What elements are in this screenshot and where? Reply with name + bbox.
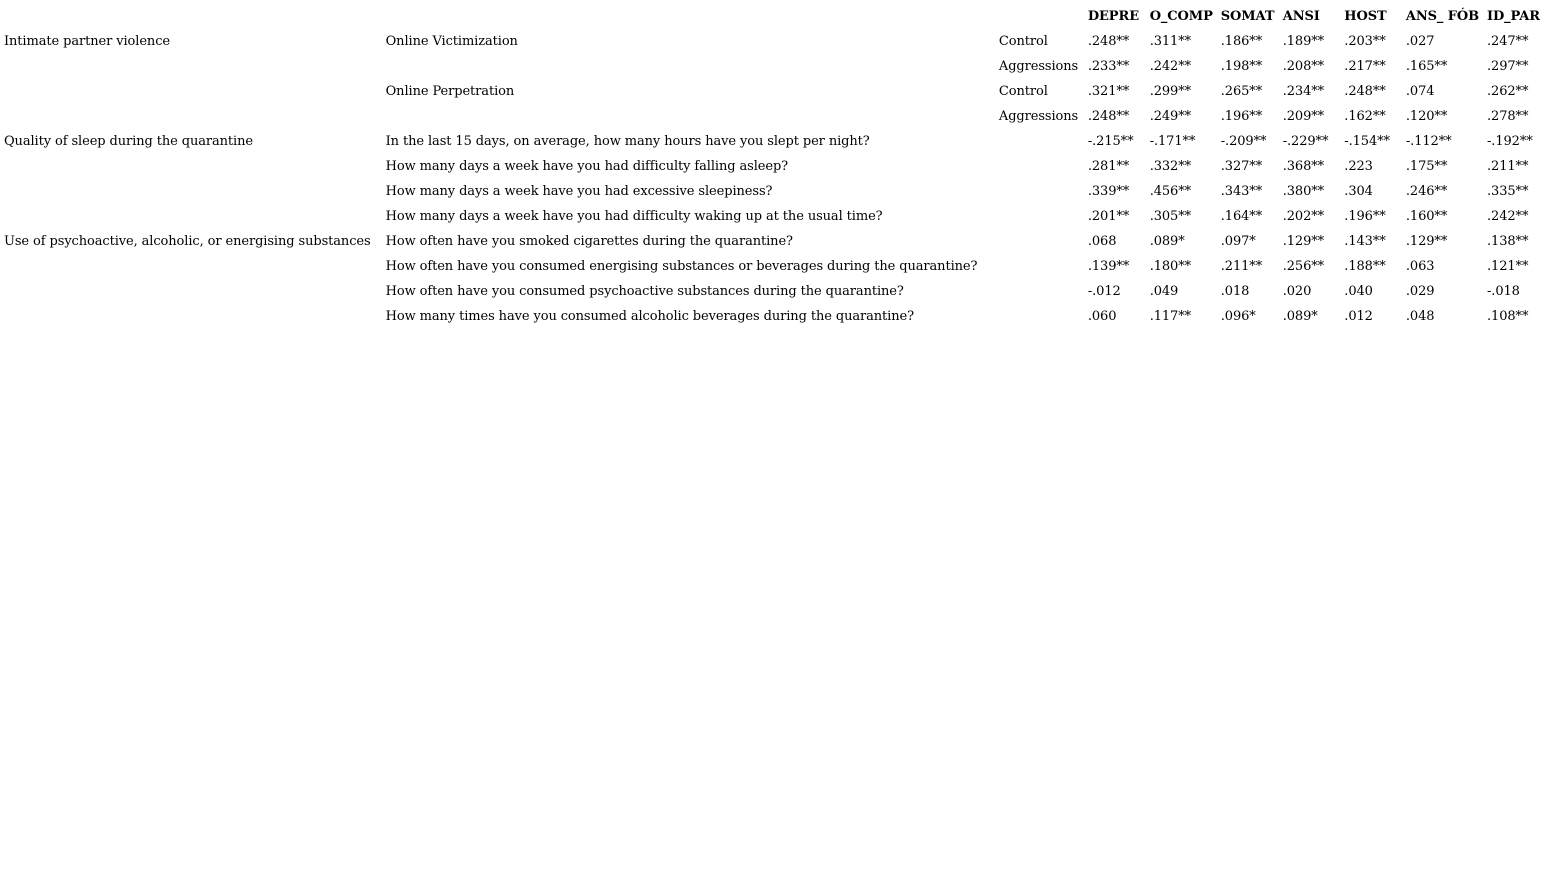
table-row bbox=[0, 279, 1545, 304]
row-item: In the last 15 days, on average, how many hours have you slept per night? bbox=[385, 134, 870, 149]
cell-id-par: .108** bbox=[1487, 309, 1529, 324]
row-item: How often have you smoked cigarettes during the quarantine? bbox=[385, 234, 793, 249]
cell-id-par: .242** bbox=[1487, 209, 1529, 224]
column-header-host: HOST bbox=[1344, 9, 1387, 24]
header-blank-item bbox=[382, 4, 995, 29]
table-row bbox=[0, 104, 1545, 129]
cell-ans-fob: .048 bbox=[1405, 309, 1435, 324]
header-blank-sub bbox=[995, 4, 1084, 29]
cell-o-comp: .456** bbox=[1149, 184, 1192, 199]
row-item bbox=[382, 54, 995, 79]
cell-somat: .164** bbox=[1220, 209, 1263, 224]
row-subtype bbox=[995, 229, 1084, 254]
cell-host: .143** bbox=[1344, 234, 1386, 249]
cell-somat: .265** bbox=[1220, 84, 1263, 99]
cell-ansi: .129** bbox=[1282, 234, 1325, 249]
cell-o-comp: .299** bbox=[1149, 84, 1192, 99]
cell-id-par: .335** bbox=[1487, 184, 1529, 199]
cell-ans-fob: .160** bbox=[1405, 209, 1448, 224]
table-body bbox=[0, 29, 1545, 329]
cell-ansi: .189** bbox=[1282, 34, 1325, 49]
cell-id-par: -.192** bbox=[1487, 134, 1533, 149]
cell-somat: .196** bbox=[1220, 109, 1263, 124]
cell-somat: .097* bbox=[1220, 234, 1256, 249]
cell-somat: .096* bbox=[1220, 309, 1256, 324]
column-header-id-par: ID_PAR bbox=[1487, 9, 1540, 24]
column-header-somat: SOMAT bbox=[1220, 9, 1275, 24]
row-category bbox=[0, 104, 382, 129]
cell-id-par: .138** bbox=[1487, 234, 1529, 249]
table-row bbox=[0, 179, 1545, 204]
cell-o-comp: .305** bbox=[1149, 209, 1192, 224]
cell-o-comp: .117** bbox=[1149, 309, 1192, 324]
cell-ans-fob: .175** bbox=[1405, 159, 1448, 174]
cell-depre: .339** bbox=[1087, 184, 1130, 199]
table-row bbox=[0, 254, 1545, 279]
cell-ansi: .234** bbox=[1282, 84, 1325, 99]
row-item: Online Perpetration bbox=[385, 84, 515, 99]
row-item: How many days a week have you had difficulty falling asleep? bbox=[385, 159, 789, 174]
row-subtype bbox=[995, 154, 1084, 179]
row-category: Intimate partner violence bbox=[4, 34, 170, 49]
cell-depre: .248** bbox=[1087, 109, 1130, 124]
cell-host: .012 bbox=[1344, 309, 1373, 324]
row-subtype: Control bbox=[998, 34, 1048, 49]
table-header bbox=[0, 4, 1545, 29]
cell-id-par: .262** bbox=[1487, 84, 1529, 99]
row-category: Quality of sleep during the quarantine bbox=[4, 134, 253, 149]
row-category bbox=[0, 154, 382, 179]
cell-ansi: .209** bbox=[1282, 109, 1325, 124]
column-header-ans-fob: ANS_ FÓB bbox=[1405, 9, 1479, 24]
row-category: Use of psychoactive, alcoholic, or energising substances bbox=[4, 234, 371, 249]
cell-ansi: .020 bbox=[1282, 284, 1312, 299]
row-subtype: Aggressions bbox=[998, 109, 1079, 124]
column-header-depre: DEPRE bbox=[1087, 9, 1139, 24]
cell-host: .248** bbox=[1344, 84, 1386, 99]
cell-depre: -.012 bbox=[1087, 284, 1121, 299]
cell-o-comp: .049 bbox=[1149, 284, 1179, 299]
column-header-o-comp: O_COMP bbox=[1149, 9, 1213, 24]
header-row bbox=[0, 4, 1545, 29]
row-category bbox=[0, 304, 382, 329]
row-item: How often have you consumed psychoactive substances during the quarantine? bbox=[385, 284, 904, 299]
cell-somat: .018 bbox=[1220, 284, 1250, 299]
row-item: How many times have you consumed alcoholic beverages during the quarantine? bbox=[385, 309, 914, 324]
cell-ansi: .368** bbox=[1282, 159, 1325, 174]
cell-host: .162** bbox=[1344, 109, 1386, 124]
cell-ansi: .089* bbox=[1282, 309, 1318, 324]
cell-o-comp: .311** bbox=[1149, 34, 1192, 49]
row-item: How many days a week have you had excessive sleepiness? bbox=[385, 184, 773, 199]
cell-o-comp: .332** bbox=[1149, 159, 1192, 174]
cell-ans-fob: .129** bbox=[1405, 234, 1448, 249]
table-row bbox=[0, 29, 1545, 54]
cell-host: .304 bbox=[1344, 184, 1373, 199]
row-item bbox=[382, 104, 995, 129]
cell-ansi: .256** bbox=[1282, 259, 1325, 274]
cell-o-comp: .242** bbox=[1149, 59, 1192, 74]
row-subtype bbox=[995, 304, 1084, 329]
cell-o-comp: -.171** bbox=[1149, 134, 1196, 149]
cell-id-par: .121** bbox=[1487, 259, 1529, 274]
cell-ansi: -.229** bbox=[1282, 134, 1329, 149]
row-subtype bbox=[995, 129, 1084, 154]
cell-somat: .327** bbox=[1220, 159, 1263, 174]
cell-depre: .248** bbox=[1087, 34, 1130, 49]
cell-ans-fob: .165** bbox=[1405, 59, 1448, 74]
cell-o-comp: .249** bbox=[1149, 109, 1192, 124]
row-item: How often have you consumed energising substances or beverages during the quarantine? bbox=[385, 259, 978, 274]
cell-id-par: .247** bbox=[1487, 34, 1529, 49]
row-subtype bbox=[995, 204, 1084, 229]
row-subtype: Control bbox=[998, 84, 1048, 99]
cell-somat: .198** bbox=[1220, 59, 1263, 74]
table-row bbox=[0, 79, 1545, 104]
row-subtype bbox=[995, 179, 1084, 204]
cell-host: .217** bbox=[1344, 59, 1386, 74]
table-row bbox=[0, 154, 1545, 179]
row-category bbox=[0, 54, 382, 79]
cell-host: .196** bbox=[1344, 209, 1386, 224]
cell-id-par: .211** bbox=[1487, 159, 1529, 174]
cell-somat: .186** bbox=[1220, 34, 1263, 49]
cell-depre: .060 bbox=[1087, 309, 1117, 324]
row-item: Online Victimization bbox=[385, 34, 518, 49]
cell-ansi: .208** bbox=[1282, 59, 1325, 74]
cell-host: .040 bbox=[1344, 284, 1373, 299]
column-header-ansi: ANSI bbox=[1282, 9, 1320, 24]
cell-host: .203** bbox=[1344, 34, 1386, 49]
cell-host: .188** bbox=[1344, 259, 1386, 274]
cell-depre: .321** bbox=[1087, 84, 1130, 99]
cell-ans-fob: .120** bbox=[1405, 109, 1448, 124]
cell-depre: .201** bbox=[1087, 209, 1130, 224]
row-subtype bbox=[995, 279, 1084, 304]
cell-ansi: .380** bbox=[1282, 184, 1325, 199]
cell-o-comp: .180** bbox=[1149, 259, 1192, 274]
row-category bbox=[0, 254, 382, 279]
table-row bbox=[0, 304, 1545, 329]
cell-ans-fob: .063 bbox=[1405, 259, 1435, 274]
cell-depre: .139** bbox=[1087, 259, 1130, 274]
cell-host: .223 bbox=[1344, 159, 1373, 174]
row-subtype bbox=[995, 254, 1084, 279]
cell-somat: .211** bbox=[1220, 259, 1263, 274]
cell-ans-fob: .027 bbox=[1405, 34, 1435, 49]
cell-id-par: .278** bbox=[1487, 109, 1529, 124]
cell-o-comp: .089* bbox=[1149, 234, 1185, 249]
cell-somat: -.209** bbox=[1220, 134, 1267, 149]
cell-depre: .233** bbox=[1087, 59, 1130, 74]
cell-host: -.154** bbox=[1344, 134, 1390, 149]
cell-ans-fob: .029 bbox=[1405, 284, 1435, 299]
cell-depre: .281** bbox=[1087, 159, 1130, 174]
row-subtype: Aggressions bbox=[998, 59, 1079, 74]
row-category bbox=[0, 79, 382, 104]
row-item: How many days a week have you had difficulty waking up at the usual time? bbox=[385, 209, 883, 224]
table-row bbox=[0, 204, 1545, 229]
cell-ans-fob: .074 bbox=[1405, 84, 1435, 99]
row-category bbox=[0, 279, 382, 304]
cell-ansi: .202** bbox=[1282, 209, 1325, 224]
table-row bbox=[0, 129, 1545, 154]
cell-ans-fob: -.112** bbox=[1405, 134, 1452, 149]
cell-id-par: -.018 bbox=[1487, 284, 1520, 299]
table-row bbox=[0, 229, 1545, 254]
table-row bbox=[0, 54, 1545, 79]
row-category bbox=[0, 204, 382, 229]
cell-ans-fob: .246** bbox=[1405, 184, 1448, 199]
cell-id-par: .297** bbox=[1487, 59, 1529, 74]
row-category bbox=[0, 179, 382, 204]
correlation-table bbox=[0, 4, 1545, 329]
cell-somat: .343** bbox=[1220, 184, 1263, 199]
header-blank-category bbox=[0, 4, 382, 29]
cell-depre: .068 bbox=[1087, 234, 1117, 249]
cell-depre: -.215** bbox=[1087, 134, 1134, 149]
